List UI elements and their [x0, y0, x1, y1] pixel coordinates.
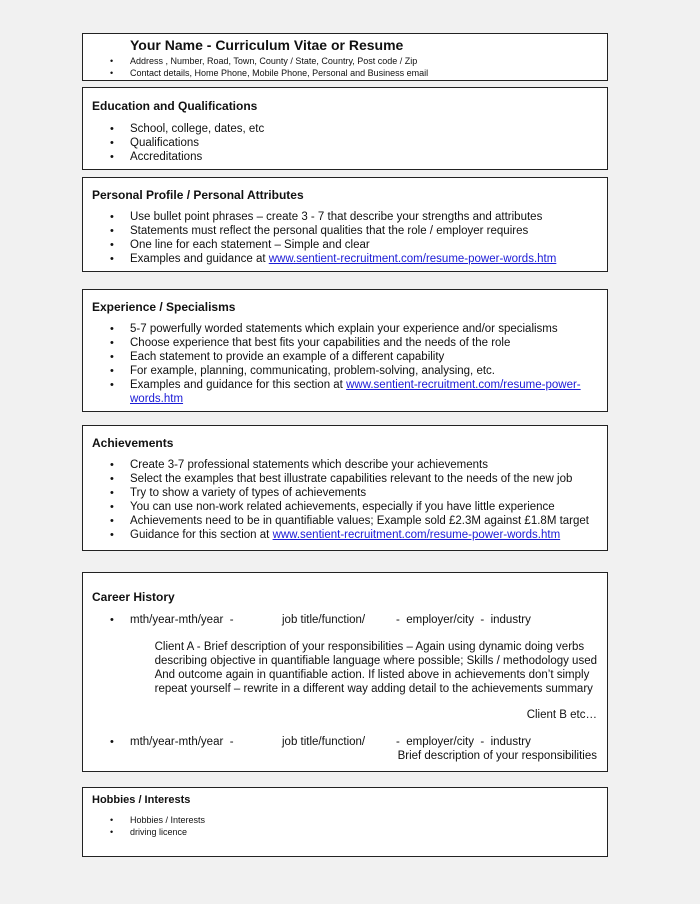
job-2-description: Brief description of your responsibilities — [397, 750, 597, 762]
experience-section — [82, 289, 608, 412]
job-title: job title/function/ — [282, 614, 366, 626]
profile-list — [83, 210, 607, 266]
career-job-1 — [83, 613, 607, 627]
resume-words-link-cont[interactable]: words.htm — [130, 393, 184, 405]
list-item — [83, 735, 607, 749]
list-item — [83, 613, 607, 627]
paragraph-line: And outcome again in quantifiable action. If listed above in achievements don’t simply — [154, 669, 590, 681]
guidance-text: Examples and guidance for this section at — [130, 379, 347, 391]
list-item: • Use bullet point phrases – create 3 - 7 that describe your strengths and attributes — [83, 210, 607, 224]
job-title: job title/function/ — [282, 736, 366, 748]
list-item: • Achievements need to be in quantifiable values; Example sold £2.3M against £1.8M target — [83, 514, 607, 528]
education-section — [82, 87, 608, 170]
education-list — [83, 122, 607, 164]
client-a-description — [108, 640, 597, 696]
list-item: • Statements must reflect the personal qualities that the role / employer requires — [83, 224, 607, 238]
job-dates: • mth/year-mth/year - — [130, 614, 234, 626]
career-heading: Career History — [92, 590, 175, 604]
paragraph-line: describing objective in quantifiable language where possible; Skills / methodology used — [154, 655, 597, 667]
job-employer: - employer/city - industry — [396, 736, 531, 748]
list-item: • School, college, dates, etc — [83, 122, 607, 136]
list-item — [83, 252, 607, 266]
list-item: • For example, planning, communicating, problem-solving, analysing, etc. — [83, 364, 607, 378]
list-item: • Address , Number, Road, Town, County / State, Country, Post code / Zip — [83, 56, 607, 68]
list-item: • One line for each statement – Simple and clear — [83, 238, 607, 252]
header-section — [82, 33, 608, 81]
experience-heading: Experience / Specialisms — [92, 300, 236, 314]
list-item: • Each statement to provide an example of a different capability — [83, 350, 607, 364]
list-item: • Create 3-7 professional statements which describe your achievements — [83, 458, 607, 472]
list-item: • driving licence — [83, 827, 607, 839]
experience-list — [83, 322, 607, 406]
hobbies-list — [83, 815, 607, 838]
resume-words-link[interactable]: www.sentient-recruitment.com/resume-power- — [346, 379, 581, 391]
list-item: • You can use non-work related achievements, especially if you have little experience — [83, 500, 607, 514]
list-item: • Select the examples that best illustrate capabilities relevant to the needs of the new job — [83, 472, 607, 486]
list-item: • Qualifications — [83, 136, 607, 150]
resume-words-link[interactable]: www.sentient-recruitment.com/resume-power-words.htm — [268, 253, 557, 265]
list-item — [83, 528, 607, 542]
list-item: • Choose experience that best fits your capabilities and the needs of the role — [83, 336, 607, 350]
guidance-text: Guidance for this section at — [130, 529, 273, 541]
list-item: • Contact details, Home Phone, Mobile Phone, Personal and Business email — [83, 68, 607, 80]
resume-words-link[interactable]: www.sentient-recruitment.com/resume-power-words.htm — [272, 529, 561, 541]
hobbies-heading: Hobbies / Interests — [92, 794, 191, 806]
profile-heading: Personal Profile / Personal Attributes — [92, 188, 304, 202]
guidance-text: Examples and guidance at — [130, 253, 269, 265]
achievements-heading: Achievements — [92, 436, 174, 450]
list-item: • 5-7 powerfully worded statements which explain your experience and/or specialisms — [83, 322, 607, 336]
hobbies-section — [82, 787, 608, 857]
career-section — [82, 572, 608, 772]
contact-list — [83, 56, 607, 79]
list-item: • Hobbies / Interests — [83, 815, 607, 827]
paragraph-line: repeat yourself – rewrite in a different way adding detail to the achievements summary — [154, 683, 593, 695]
education-heading: Education and Qualifications — [92, 99, 258, 113]
list-item — [83, 378, 607, 406]
list-item: • Accreditations — [83, 150, 607, 164]
job-employer: - employer/city - industry — [396, 614, 531, 626]
page-title: Your Name - Curriculum Vitae or Resume — [130, 37, 404, 53]
paragraph-line: Client A - Brief description of your responsibilities – Again using dynamic doing verbs — [154, 641, 585, 653]
profile-section — [82, 177, 608, 272]
achievements-section — [82, 425, 608, 551]
list-item: • Try to show a variety of types of achievements — [83, 486, 607, 500]
achievements-list — [83, 458, 607, 542]
client-b: Client B etc… — [526, 709, 597, 721]
career-job-2 — [83, 735, 607, 749]
job-dates: • mth/year-mth/year - — [130, 736, 234, 748]
